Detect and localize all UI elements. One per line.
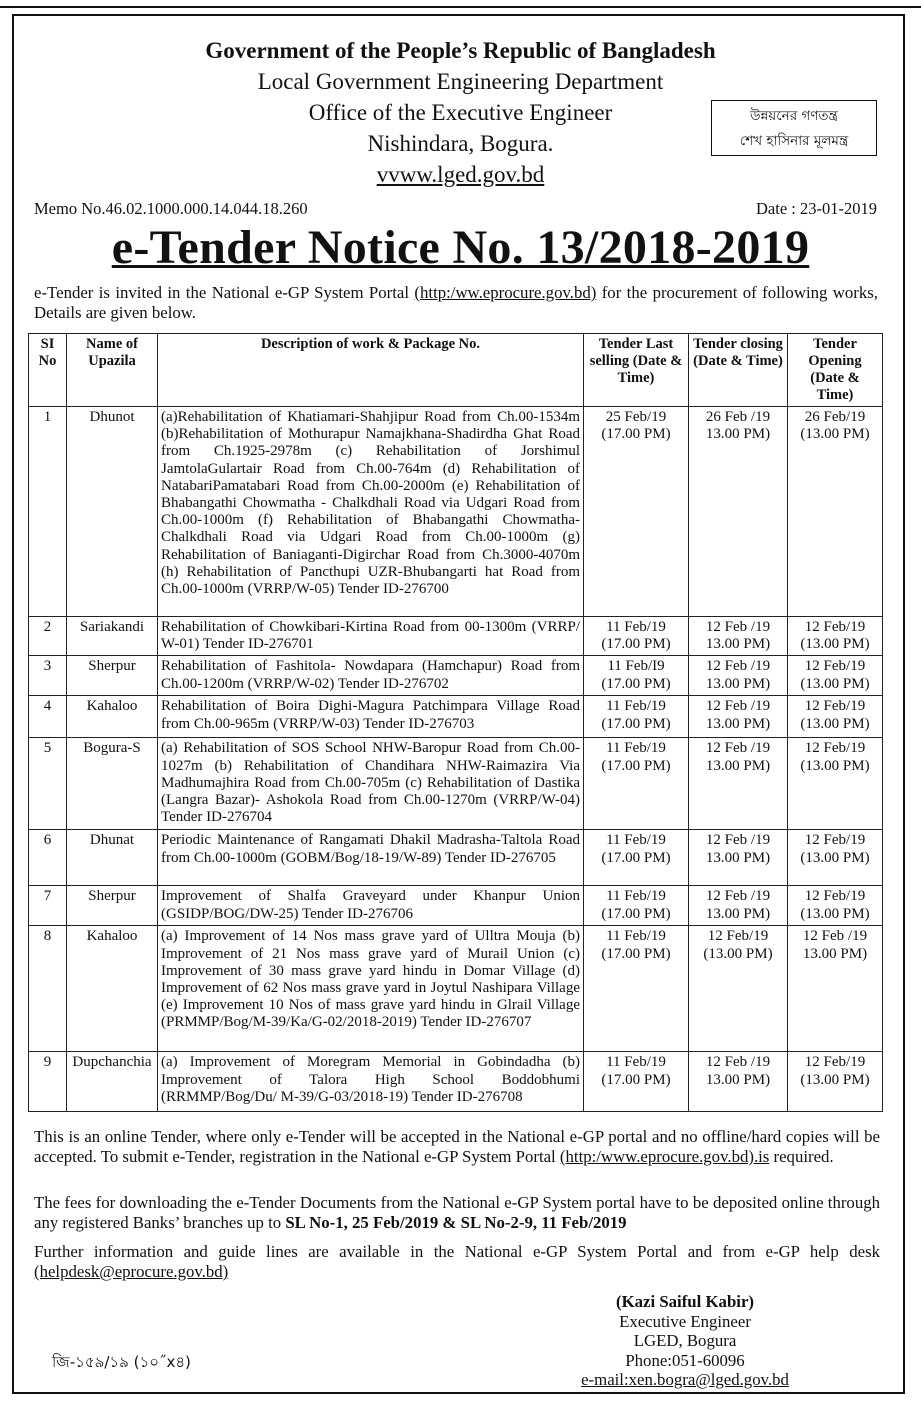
cell-selling: 11 Feb/19 (17.00 PM) bbox=[584, 1052, 689, 1112]
cell-opening: 12 Feb /19 13.00 PM) bbox=[788, 926, 883, 1052]
tender-table bbox=[28, 333, 883, 1112]
cell-description: (a) Rehabilitation of SOS School NHW-Baropur Road from Ch.00- 1027m (b) Rehabilitation of Chandihara NHW-Raimazira Via Madhumajhira Road from Ch.00-705m (c) Rehabilitation of Dastika (Langra Bazar)- Ashokola Road from Ch.00-1270m (VRRP/W-04) Tender ID-276704 bbox=[158, 738, 584, 830]
cell-description: Improvement of Shalfa Graveyard under Khanpur Union (GSIDP/BOG/DW-25) Tender ID-276706 bbox=[158, 886, 584, 926]
cell-selling: 11 Feb/19 (17.00 PM) bbox=[584, 830, 689, 886]
cell-upazila: Kahaloo bbox=[67, 696, 158, 738]
cell-opening: 12 Feb/19 (13.00 PM) bbox=[788, 617, 883, 656]
table-row bbox=[29, 656, 883, 696]
notice-title-text: e-Tender Notice No. 13/2018-2019 bbox=[111, 221, 810, 274]
intro-paragraph bbox=[34, 283, 878, 323]
cell-selling: 11 Feb/19 (17.00 PM) bbox=[584, 926, 689, 1052]
cell-upazila: Bogura-S bbox=[67, 738, 158, 830]
footer-fees-deadline: SL No-1, 25 Feb/2019 & SL No-2-9, 11 Feb/2019 bbox=[285, 1213, 627, 1232]
signatory-name: (Kazi Saiful Kabir) bbox=[616, 1292, 754, 1311]
cell-sl: 6 bbox=[29, 830, 67, 886]
cell-description: (a)Rehabilitation of Khatiamari-Shahjipur Road from Ch.00-1534m (b)Rehabilitation of Mothurapur Namajkhana-Shadirdha Ghat Road from Ch.1925-2978m (c) Rehabilitation of Jorshimul JamtolaGulartair Road from Ch.00-764m (d) Rehabilitation of NatabariPamatabari Road from Ch.00-2000m (e) Rehabilitation of Bhabangathi Chowmatha - Chalkdhali Road via Udgari Road from Ch.00-1000m (f) Rehabilitation of Bhabangathi Chowmatha-Chalkdhali Road via Udgari Road from Ch.00-1000m (g) Rehabilitation of Baniaganti-Digirchar Road from Ch.3000-4070m (h) Rehabilitation of Pancthupi UZR-Bhubangarti hat Road from Ch.00-1000m (VRRP/W-05) Tender ID-276700 bbox=[158, 407, 584, 617]
table-row bbox=[29, 830, 883, 886]
header-upazila: Name of Upazila bbox=[67, 334, 158, 407]
cell-upazila: Sherpur bbox=[67, 656, 158, 696]
cell-selling: 11 Feb/19 (17.00 PM) bbox=[584, 696, 689, 738]
cell-selling: 11 Feb/19 (17.00 PM) bbox=[584, 738, 689, 830]
footer-fees-text: The fees for downloading the e-Tender Documents from the National e-GP System portal have to be deposited online through any registered Banks’ branches up to bbox=[34, 1193, 880, 1232]
notice-title bbox=[0, 218, 921, 278]
website-link[interactable]: vvww.lged.gov.bd bbox=[376, 162, 545, 187]
table-row bbox=[29, 1052, 883, 1112]
cell-sl: 5 bbox=[29, 738, 67, 830]
government-name: Government of the People’s Republic of Bangladesh bbox=[205, 38, 716, 63]
cell-selling: 25 Feb/19 (17.00 PM) bbox=[584, 407, 689, 617]
slogan-line-2: শেখ হাসিনার মূলমন্ত্র bbox=[739, 133, 849, 149]
eprocure-link[interactable]: (http:/ww.eprocure.gov.bd) bbox=[414, 283, 597, 302]
cell-opening: 12 Feb/19 (13.00 PM) bbox=[788, 886, 883, 926]
cell-upazila: Dhunat bbox=[67, 830, 158, 886]
cell-selling: 11 Feb/19 (17.00 PM) bbox=[584, 886, 689, 926]
signatory-phone: Phone:051-60096 bbox=[625, 1350, 745, 1370]
intro-text-before: e-Tender is invited in the National e-GP System Portal bbox=[34, 283, 415, 302]
footer-eprocure-link[interactable]: (http:/www.eprocure.gov.bd).is bbox=[559, 1147, 770, 1166]
signatory-org: LGED, Bogura bbox=[633, 1331, 737, 1350]
print-code: জি-১৫৯/১৯ (১০˝x৪) bbox=[52, 1353, 191, 1371]
cell-upazila: Sherpur bbox=[67, 886, 158, 926]
cell-closing: 12 Feb /19 13.00 PM) bbox=[689, 696, 788, 738]
cell-selling: 11 Feb/19 (17.00 PM) bbox=[584, 617, 689, 656]
cell-closing: 12 Feb /19 13.00 PM) bbox=[689, 656, 788, 696]
cell-description: (a) Improvement of Moregram Memorial in Gobindadha (b) Improvement of Talora High School Boddobhumi (RRMMP/Bog/Du/ M-39/G-03/2018-19) Tender ID-276708 bbox=[158, 1052, 584, 1112]
intro-text-after: for the procurement of following works, Details are given below. bbox=[34, 283, 878, 322]
cell-closing: 26 Feb /19 13.00 PM) bbox=[689, 407, 788, 617]
cell-sl: 7 bbox=[29, 886, 67, 926]
header-description: Description of work & Package No. bbox=[158, 334, 584, 407]
table-row bbox=[29, 738, 883, 830]
notice-date: Date : 23-01-2019 bbox=[756, 199, 877, 218]
footer-paragraph-online bbox=[34, 1127, 880, 1167]
slogan-line-1: উন্নয়নের গণতন্ত্র bbox=[750, 108, 838, 124]
footer-online-text: This is an online Tender, where only e-Tender will be accepted in the National e-GP portal and no offline/hard copies will be accepted. To submit e-Tender, registration in the National e-GP System Portal bbox=[34, 1127, 880, 1166]
office-location: Nishindara, Bogura. bbox=[367, 131, 554, 156]
cell-sl: 1 bbox=[29, 407, 67, 617]
table-header-row bbox=[29, 334, 883, 407]
cell-sl: 8 bbox=[29, 926, 67, 1052]
cell-closing: 12 Feb /19 13.00 PM) bbox=[689, 1052, 788, 1112]
cell-closing: 12 Feb /19 13.00 PM) bbox=[689, 830, 788, 886]
cell-sl: 2 bbox=[29, 617, 67, 656]
signature-block bbox=[540, 1292, 830, 1390]
cell-opening: 12 Feb/19 (13.00 PM) bbox=[788, 1052, 883, 1112]
cell-description: Rehabilitation of Boira Dighi-Magura Patchimpara Village Road from Ch.00-965m (VRRP/W-03) Tender ID-276703 bbox=[158, 696, 584, 738]
cell-closing: 12 Feb /19 13.00 PM) bbox=[689, 738, 788, 830]
footer-paragraph-helpdesk bbox=[34, 1242, 880, 1282]
signatory-email[interactable]: e-mail:xen.bogra@lged.gov.bd bbox=[581, 1370, 789, 1389]
cell-closing: 12 Feb /19 13.00 PM) bbox=[689, 886, 788, 926]
helpdesk-email-link[interactable]: (helpdesk@eprocure.gov.bd) bbox=[34, 1262, 229, 1281]
table-row bbox=[29, 696, 883, 738]
footer-helpdesk-text: Further information and guide lines are available in the National e-GP System Portal and from e-GP help desk bbox=[34, 1242, 880, 1261]
header-closing: Tender closing (Date & Time) bbox=[689, 334, 788, 407]
cell-upazila: Dupchanchia bbox=[67, 1052, 158, 1112]
office-name: Office of the Executive Engineer bbox=[308, 100, 613, 125]
department-name: Local Government Engineering Department bbox=[257, 69, 664, 94]
memo-number: Memo No.46.02.1000.000.14.044.18.260 bbox=[34, 199, 308, 218]
top-border bbox=[0, 0, 921, 8]
cell-opening: 26 Feb/19 (13.00 PM) bbox=[788, 407, 883, 617]
cell-selling: 11 Feb/I9 (17.00 PM) bbox=[584, 656, 689, 696]
cell-sl: 9 bbox=[29, 1052, 67, 1112]
header-sl: SI No bbox=[29, 334, 67, 407]
footer-paragraph-fees bbox=[34, 1193, 880, 1233]
cell-closing: 12 Feb /19 13.00 PM) bbox=[689, 617, 788, 656]
cell-upazila: Dhunot bbox=[67, 407, 158, 617]
cell-opening: 12 Feb/19 (13.00 PM) bbox=[788, 738, 883, 830]
cell-description: Rehabilitation of Fashitola- Nowdapara (Hamchapur) Road from Ch.00-1200m (VRRP/W-02) Tender ID-276702 bbox=[158, 656, 584, 696]
cell-description: Periodic Maintenance of Rangamati Dhakil Madrasha-Taltola Road from Ch.00-1000m (GOBM/Bog/18-19/W-89) Tender ID-276705 bbox=[158, 830, 584, 886]
table-row bbox=[29, 926, 883, 1052]
cell-description: Rehabilitation of Chowkibari-Kirtina Road from 00-1300m (VRRP/ W-01) Tender ID-276701 bbox=[158, 617, 584, 656]
tender-table-body bbox=[29, 407, 883, 1112]
table-row bbox=[29, 886, 883, 926]
cell-sl: 3 bbox=[29, 656, 67, 696]
signatory-designation: Executive Engineer bbox=[619, 1311, 751, 1331]
table-row bbox=[29, 617, 883, 656]
cell-opening: 12 Feb/19 (13.00 PM) bbox=[788, 656, 883, 696]
cell-upazila: Kahaloo bbox=[67, 926, 158, 1052]
cell-opening: 12 Feb/19 (13.00 PM) bbox=[788, 830, 883, 886]
header-selling: Tender Last selling (Date & Time) bbox=[584, 334, 689, 407]
cell-closing: 12 Feb/19 (13.00 PM) bbox=[689, 926, 788, 1052]
cell-sl: 4 bbox=[29, 696, 67, 738]
cell-opening: 12 Feb/19 (13.00 PM) bbox=[788, 696, 883, 738]
table-row bbox=[29, 407, 883, 617]
slogan-box bbox=[711, 100, 877, 156]
cell-description: (a) Improvement of 14 Nos mass grave yard of Ulltra Mouja (b) Improvement of 21 Nos mass grave yard of Murail Union (c) Improvement of 30 mass grave yard hindu in Domar Village (d) Improvement of 62 Nos mass grave yard in Joytul Nashipara Village (e) Improvement 10 Nos of mass grave yard hindu in Glrail Village (PRMMP/Bog/M-39/Ka/G-02/2018-2019) Tender ID-276707 bbox=[158, 926, 584, 1052]
footer-online-after: required. bbox=[769, 1147, 834, 1166]
header-opening: Tender Opening (Date & Time) bbox=[788, 334, 883, 407]
cell-upazila: Sariakandi bbox=[67, 617, 158, 656]
